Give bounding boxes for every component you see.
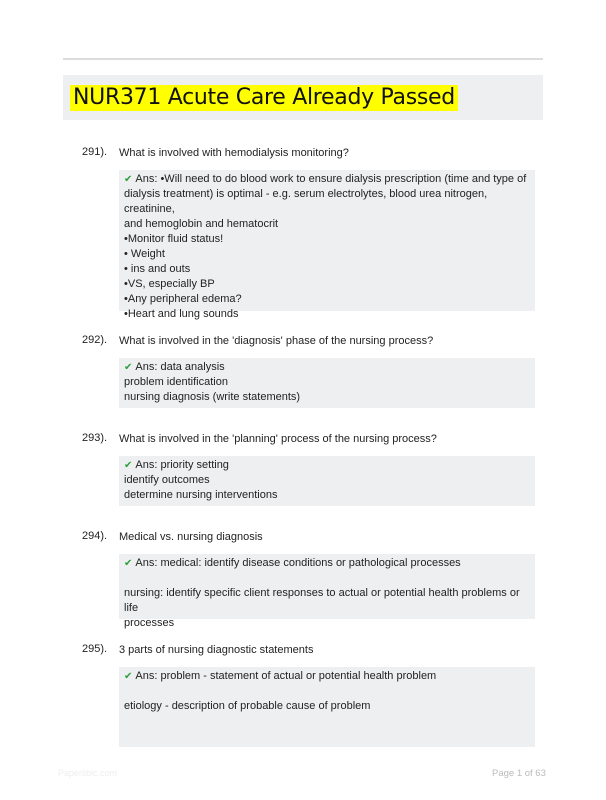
- answer-line: determine nursing interventions: [124, 489, 278, 501]
- answer-line: •Any peripheral edema?: [124, 293, 242, 305]
- question-number: 293).: [82, 432, 108, 444]
- question-text: What is involved in the 'diagnosis' phase of the nursing process?: [119, 335, 434, 347]
- answer-line: [124, 729, 531, 744]
- checkmark-icon: ✔: [124, 362, 133, 373]
- answer-line: •VS, especially BP: [124, 278, 215, 290]
- answer-line: processes: [124, 617, 175, 629]
- question-number: 292).: [82, 334, 108, 346]
- answer-line: ✔ Ans: problem - statement of actual or potential health problem: [124, 670, 437, 682]
- answer-line: [124, 684, 531, 699]
- question-text: 3 parts of nursing diagnostic statements: [119, 644, 314, 656]
- question-text: Medical vs. nursing diagnosis: [119, 531, 263, 543]
- title-banner: [63, 75, 543, 120]
- answer-line: • ins and outs: [124, 263, 191, 275]
- answer-box: [119, 170, 535, 320]
- top-divider: [63, 58, 543, 60]
- checkmark-icon: ✔: [124, 671, 133, 682]
- answer-line: •Heart and lung sounds: [124, 308, 239, 320]
- answer-line: [124, 714, 531, 729]
- answer-box: [119, 358, 535, 408]
- footer-watermark: Paperlibic.com: [58, 768, 118, 778]
- answer-line: •Monitor fluid status!: [124, 233, 224, 245]
- answer-box: [119, 554, 535, 629]
- answer-line: nursing diagnosis (write statements): [124, 391, 301, 403]
- answer-line: etiology - description of probable cause of problem: [124, 700, 371, 712]
- question-number: 291).: [82, 146, 108, 158]
- page-title: NUR371 Acute Care Already Passed: [70, 85, 458, 111]
- question-number: 294).: [82, 530, 108, 542]
- answer-box: [119, 456, 535, 506]
- answer-line: • Weight: [124, 248, 165, 260]
- question-number: 295).: [82, 643, 108, 655]
- question-text: What is involved in the 'planning' process of the nursing process?: [119, 433, 437, 445]
- answer-line: [124, 571, 531, 586]
- answer-line: ✔ Ans: priority setting: [124, 459, 229, 471]
- answer-line: ✔ Ans: •Will need to do blood work to ensure dialysis prescription (time and type of: [124, 173, 527, 185]
- checkmark-icon: ✔: [124, 460, 133, 471]
- answer-line: ✔ Ans: medical: identify disease conditions or pathological processes: [124, 557, 461, 569]
- page-number: Page 1 of 63: [492, 768, 546, 779]
- checkmark-icon: ✔: [124, 558, 133, 569]
- answer-line: problem identification: [124, 376, 228, 388]
- question-text: What is involved with hemodialysis monitoring?: [119, 147, 349, 159]
- answer-line: dialysis treatment) is optimal - e.g. serum electrolytes, blood urea nitrogen, creatinine,: [124, 188, 491, 215]
- answer-line: and hemoglobin and hematocrit: [124, 218, 279, 230]
- answer-line: nursing: identify specific client responses to actual or potential health problems or life: [124, 587, 523, 614]
- answer-box: [119, 667, 535, 747]
- checkmark-icon: ✔: [124, 174, 133, 185]
- answer-line: ✔ Ans: data analysis: [124, 361, 225, 373]
- answer-line: identify outcomes: [124, 474, 210, 486]
